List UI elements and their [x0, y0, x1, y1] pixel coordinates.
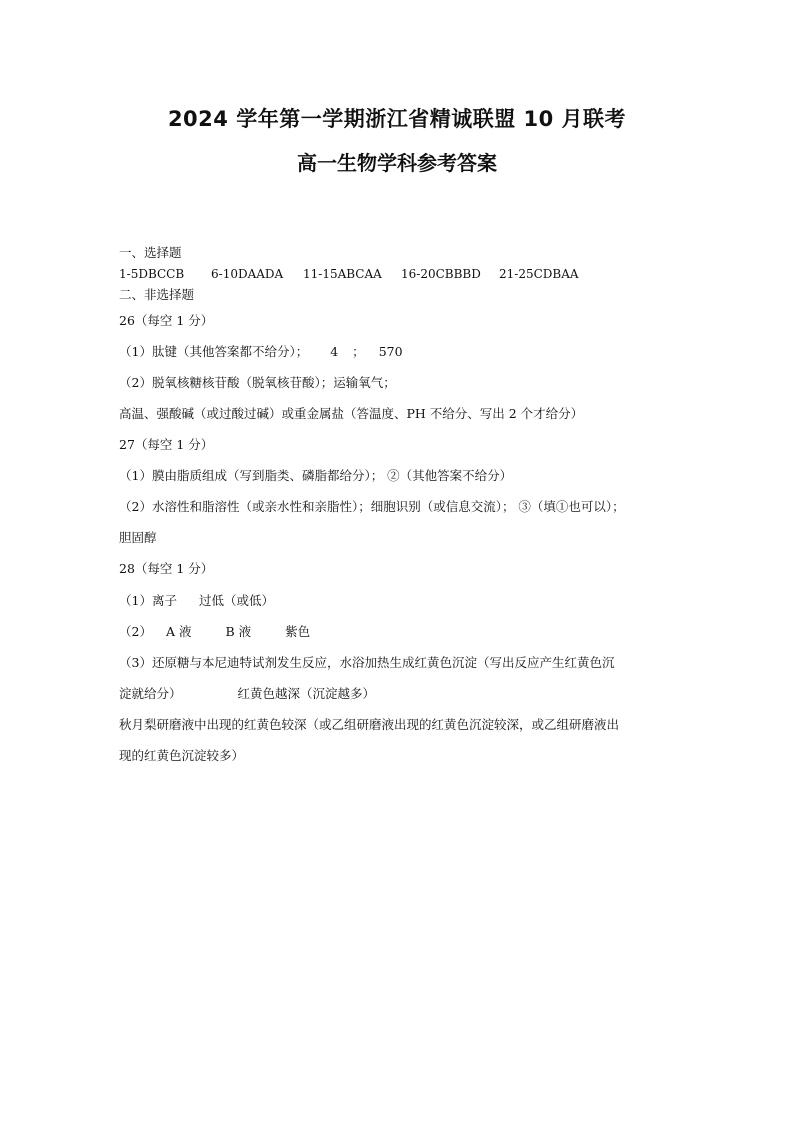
q26-answer-1-value-2: 570	[378, 344, 403, 359]
q26-answer-1	[119, 344, 403, 360]
section-nonchoice-heading: 二、非选择题	[119, 287, 195, 302]
q28-answer-2-value-1: A 液	[165, 624, 192, 639]
q28-answer-3-line-1: （3）还原糖与本尼迪特试剂发生反应，水浴加热生成红黄色沉淀（写出反应产生红黄色沉	[119, 655, 615, 670]
choice-answer-6-10: 6-10DAADA	[211, 267, 284, 281]
q27-title: 27（每空 1 分）	[119, 437, 214, 452]
q28-answer-4-line-1: 秋月梨研磨液中出现的红黄色较深（或乙组研磨液出现的红黄色沉淀较深，或乙组研磨液出	[119, 717, 620, 732]
choice-answers-row	[119, 266, 589, 282]
q28-answer-4-line-2: 现的红黄色沉淀较多）	[119, 748, 245, 763]
q28-answer-2-value-2: B 液	[225, 624, 252, 639]
q27-answer-3: 胆固醇	[119, 530, 157, 545]
q28-answer-1-value: 过低（或低）	[198, 593, 274, 608]
q28-answer-3-value: 红黄色越深（沉淀越多）	[237, 686, 376, 701]
choice-answer-21-25: 21-25CDBAA	[499, 267, 579, 281]
choice-answer-1-5: 1-5DBCCB	[119, 267, 185, 281]
q28-answer-2-label: （2）	[119, 624, 152, 639]
document-subtitle: 高一生物学科参考答案	[297, 151, 497, 175]
q26-answer-3: 高温、强酸碱（或过酸过碱）或重金属盐（答温度、PH 不给分、写出 2 个才给分）	[119, 406, 584, 421]
q28-answer-3-note: 淀就给分）	[119, 686, 182, 701]
q26-answer-1-label: （1）肽键（其他答案都不给分）；	[119, 344, 309, 359]
q28-answer-2-value-3: 紫色	[285, 624, 311, 639]
q28-answer-2	[119, 624, 310, 640]
q28-answer-3-line-2	[119, 686, 375, 702]
q26-title: 26（每空 1 分）	[119, 313, 214, 328]
document-title: 2024 学年第一学期浙江省精诚联盟 10 月联考	[167, 107, 627, 131]
q28-answer-1-label: （1）离子	[119, 593, 177, 608]
q27-answer-2: （2）水溶性和脂溶性（或亲水性和亲脂性）；细胞识别（或信息交流）； ③（填①也可以）；	[119, 499, 625, 514]
q26-answer-2: （2）脱氧核糖核苷酸（脱氧核苷酸）；运输氧气；	[119, 375, 396, 390]
q28-answer-1	[119, 593, 274, 609]
q26-answer-1-value-1: 4	[330, 344, 339, 359]
q27-answer-1: （1）膜由脂质组成（写到脂类、磷脂都给分）； ②（其他答案不给分）	[119, 468, 513, 483]
choice-answer-16-20: 16-20CBBBD	[401, 267, 481, 281]
section-choice-heading: 一、选择题	[119, 245, 182, 260]
q26-answer-1-separator: ；	[352, 344, 365, 359]
q28-title: 28（每空 1 分）	[119, 561, 214, 576]
choice-answer-11-15: 11-15ABCAA	[303, 267, 382, 281]
